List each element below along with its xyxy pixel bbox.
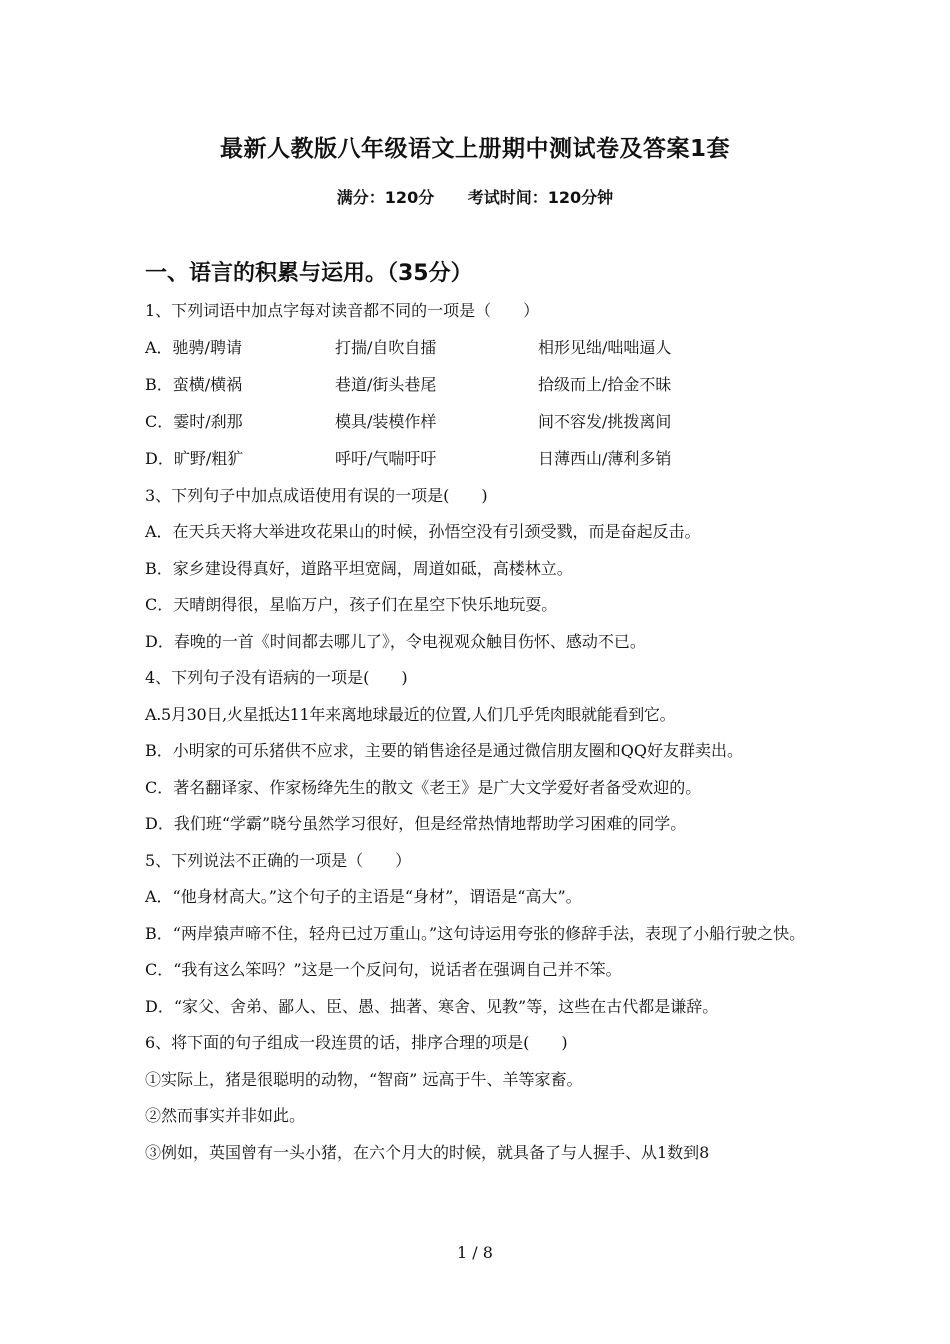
option-cell: 模具/装模作样 <box>335 411 437 431</box>
exam-title: 最新人教版八年级语文上册期中测试卷及答案1套 <box>219 136 730 162</box>
question-1-option-a <box>145 330 815 367</box>
question-1-option-d <box>145 441 815 478</box>
question-3-option-b: B．家乡建设得真好，道路平坦宽阔，周道如砥，高楼林立。 <box>145 558 573 578</box>
option-cell: B．蛮横/横祸 <box>145 374 243 394</box>
option-cell: 间不容发/挑拨离间 <box>538 411 672 431</box>
question-6-sentence-2: ②然而事实并非如此。 <box>145 1106 306 1125</box>
question-4-option-b: B．小明家的可乐猪供不应求，主要的销售途径是通过微信朋友圈和QQ好友群卖出。 <box>145 741 743 760</box>
page-number: 1 / 8 <box>457 1243 493 1262</box>
question-4-option-d: D．我们班“学霸”晓兮虽然学习很好，但是经常热情地帮助学习困难的同学。 <box>145 814 687 833</box>
question-6-sentence-3: ③例如，英国曾有一头小猪，在六个月大的时候，就具备了与人握手、从1数到8 <box>145 1142 710 1162</box>
question-3-option-a: A．在天兵天将大举进攻花果山的时候，孙悟空没有引颈受戮，而是奋起反击。 <box>145 522 701 541</box>
question-1-option-c <box>145 404 815 441</box>
question-1-option-b <box>145 367 815 404</box>
exam-subtitle <box>0 185 950 208</box>
question-4-stem: 4、下列句子没有语病的一项是( ) <box>145 668 408 687</box>
question-4-option-a: A.5月30日,火星抵达11年来离地球最近的位置,人们几乎凭肉眼就能看到它。 <box>145 704 676 724</box>
option-cell: C．霎时/刹那 <box>145 411 243 431</box>
question-3-option-c: C．天晴朗得很，星临万户，孩子们在星空下快乐地玩耍。 <box>145 595 558 614</box>
question-6-stem: 6、将下面的句子组成一段连贯的话，排序合理的项是( ) <box>145 1033 568 1052</box>
option-cell: 巷道/街头巷尾 <box>335 374 437 394</box>
question-5-stem: 5、下列说法不正确的一项是（ ） <box>145 850 412 870</box>
option-cell: 日薄西山/薄利多销 <box>538 448 672 468</box>
option-cell: 相形见绌/咄咄逼人 <box>538 337 672 357</box>
option-cell: 拾级而上/拾金不昧 <box>538 374 672 394</box>
option-cell: D．旷野/粗犷 <box>145 448 244 468</box>
option-cell: 打揣/自吹自擂 <box>335 337 437 357</box>
question-body <box>145 293 815 1171</box>
option-cell: 呼吁/气喘吁吁 <box>335 448 437 468</box>
question-1-stem: 1、下列词语中加点字每对读音都不同的一项是（ ） <box>145 301 540 320</box>
exam-time: 考试时间：120分钟 <box>467 188 614 207</box>
question-3-option-d: D．春晚的一首《时间都去哪儿了》，令电视观众触目伤怀、感动不已。 <box>145 631 646 651</box>
question-6-sentence-1: ①实际上，猪是很聪明的动物，“智商” 远高于牛、羊等家畜。 <box>145 1069 583 1089</box>
question-5-option-a: A．“他身材高大。”这个句子的主语是“身材”，谓语是“高大”。 <box>145 887 582 906</box>
option-cell: A．驰骋/聘请 <box>145 337 242 357</box>
question-5-option-d: D．“家父、舍弟、鄙人、臣、愚、拙著、寒舍、见教”等，这些在古代都是谦辞。 <box>145 996 719 1016</box>
section-heading: 一、语言的积累与运用。（35分） <box>145 261 473 286</box>
question-5-option-c: C．“我有这么笨吗？”这是一个反问句，说话者在强调自己并不笨。 <box>145 960 622 979</box>
question-4-option-c: C．著名翻译家、作家杨绛先生的散文《老王》是广大文学爱好者备受欢迎的。 <box>145 777 702 797</box>
question-5-option-b: B．“两岸猿声啼不住，轻舟已过万重山。”这句诗运用夸张的修辞手法，表现了小船行驶之快。 <box>145 923 806 943</box>
full-score: 满分：120分 <box>336 188 435 207</box>
question-3-stem: 3、下列句子中加点成语使用有误的一项是( ) <box>145 485 488 505</box>
